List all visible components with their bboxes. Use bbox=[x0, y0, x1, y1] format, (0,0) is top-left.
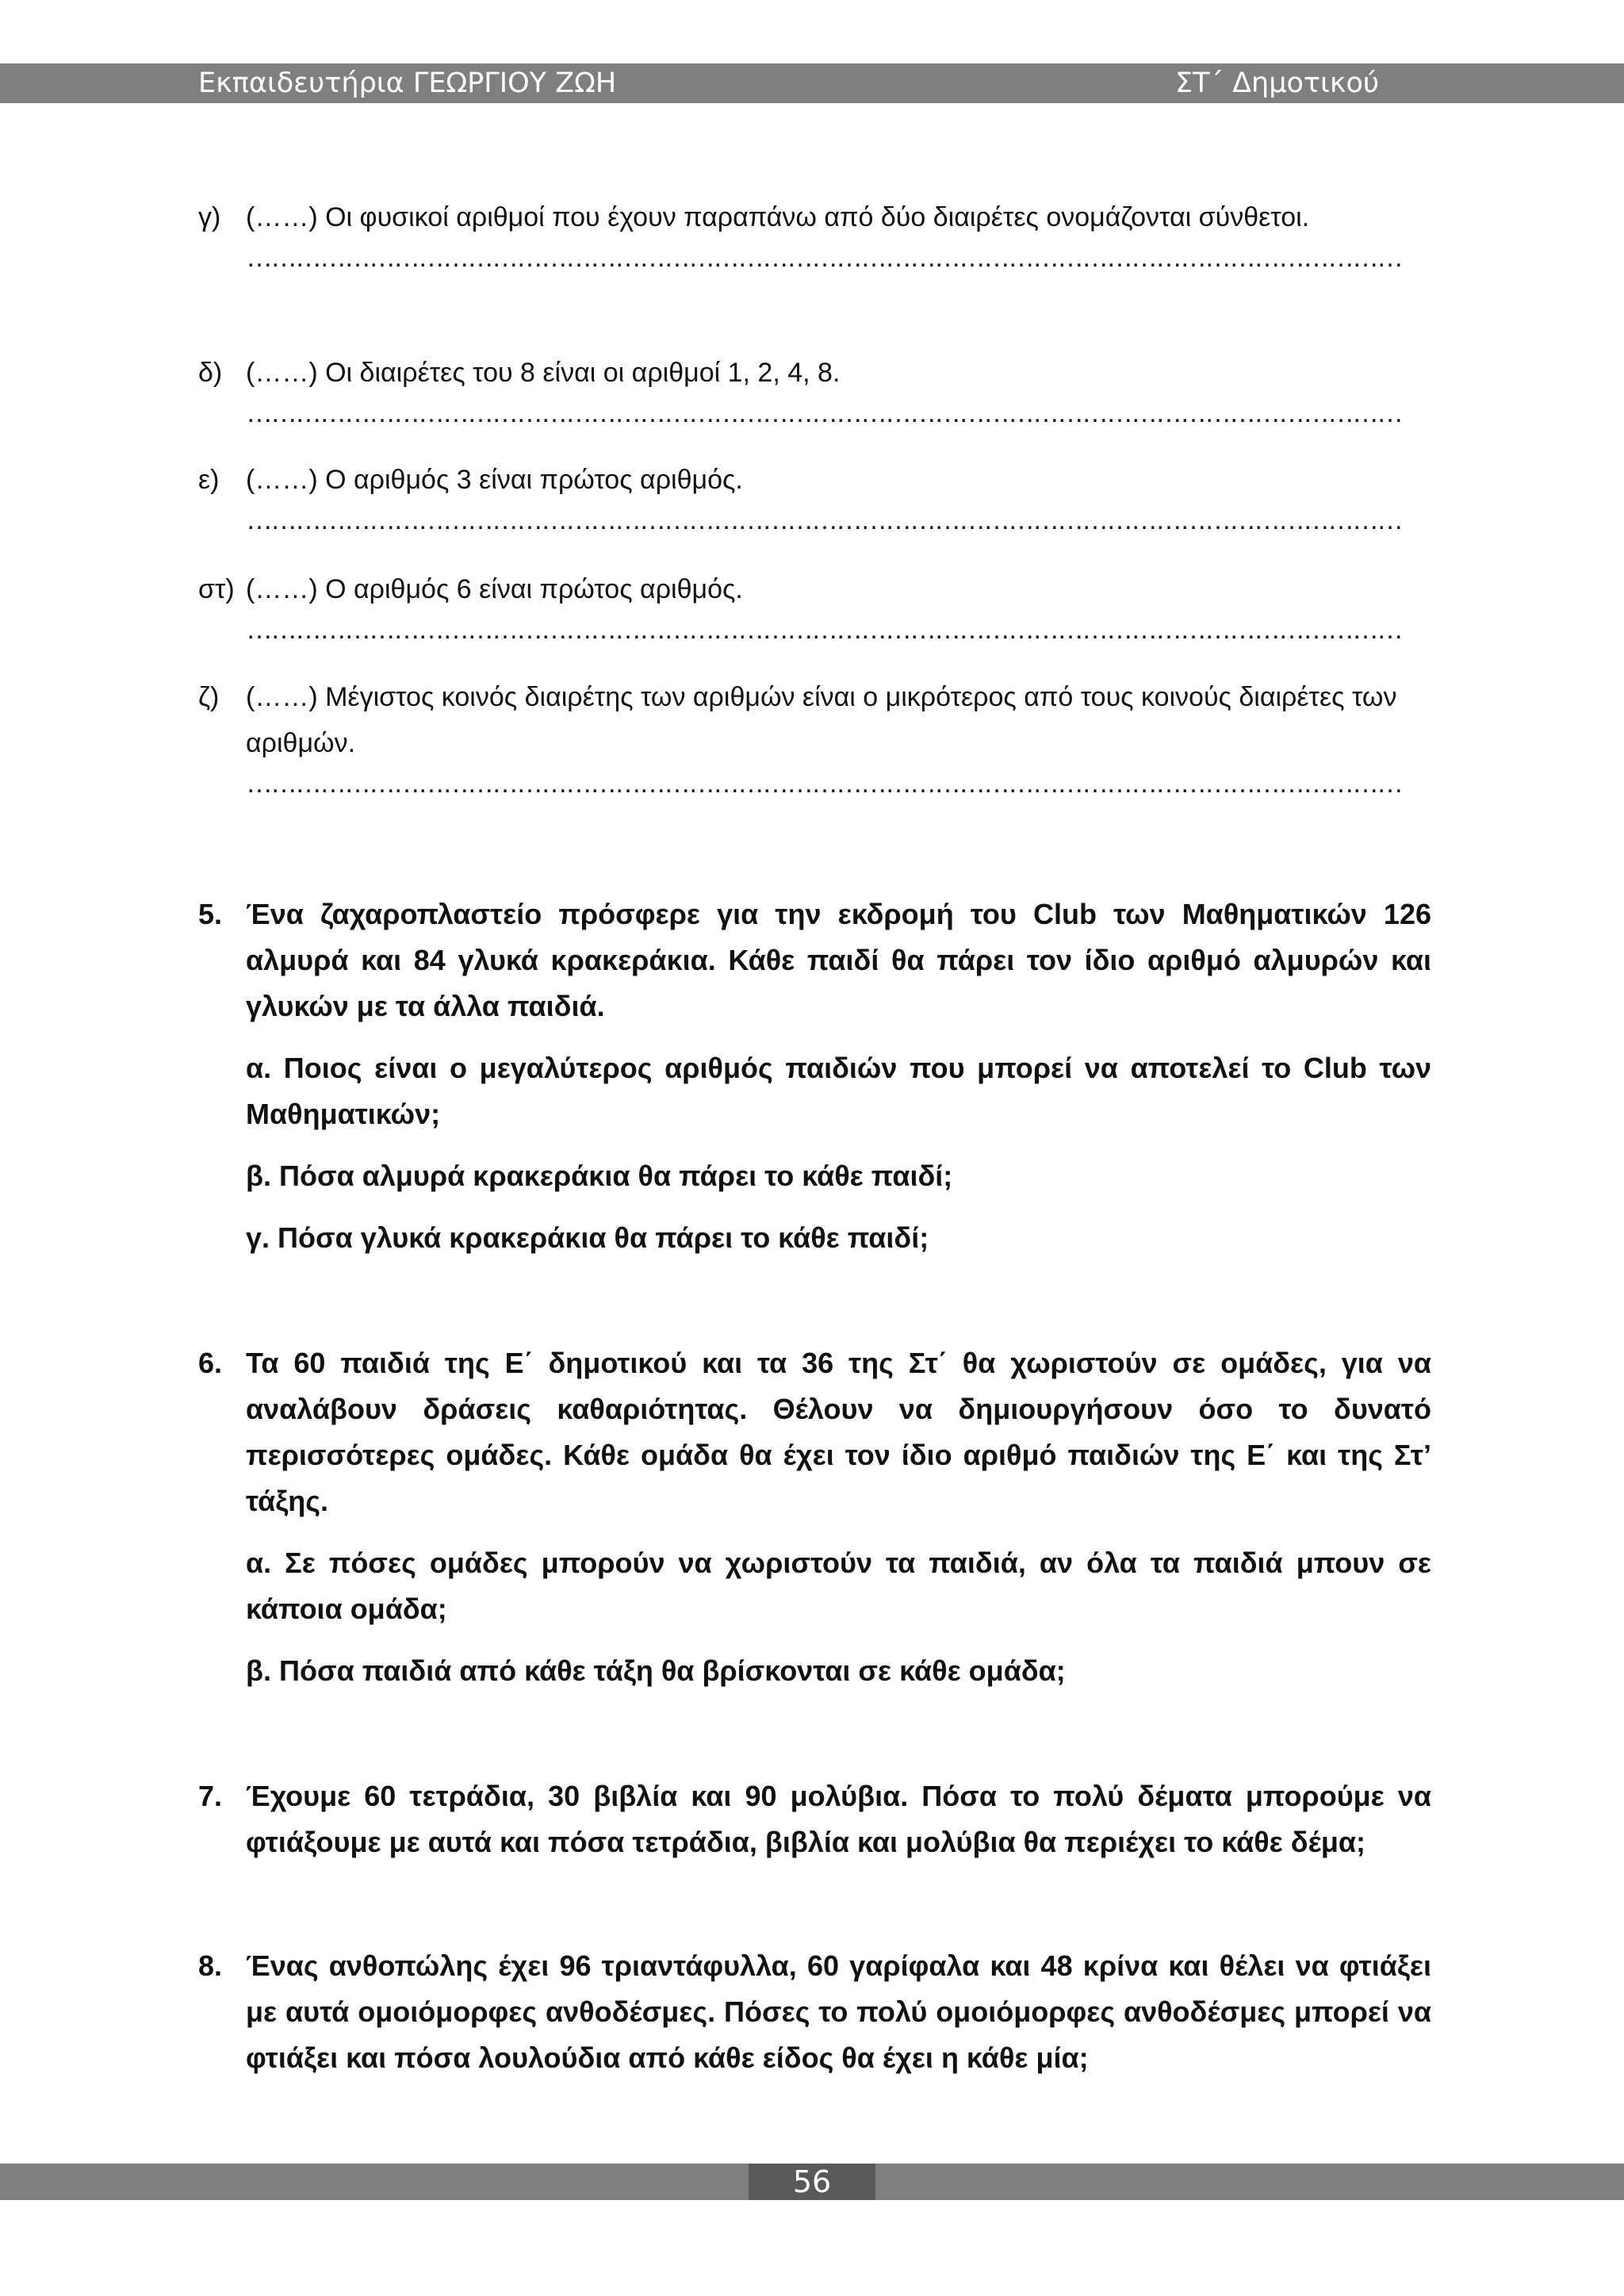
item-statement: (……) Οι φυσικοί αριθμοί που έχουν παραπάνω από δύο διαιρέτες ονομάζονται σύνθετοι. bbox=[246, 202, 1310, 232]
problem-number: 7. bbox=[198, 1780, 223, 1812]
page-header bbox=[0, 63, 1624, 103]
page-number: 56 bbox=[749, 2164, 875, 2200]
problem-text: Έχουμε 60 τετράδια, 30 βιβλία και 90 μολύβια. Πόσα το πολύ δέματα μπορούμε να φτιάξουμε με αυτά και πόσα τετράδια, βιβλία και μολύβια θα περιέχει το κάθε δέμα; bbox=[246, 1780, 1431, 1858]
true-false-item bbox=[198, 457, 1431, 538]
sub-question: α. Ποιος είναι ο μεγαλύτερος αριθμός παιδιών που μπορεί να αποτελεί το Club των Μαθηματικών; bbox=[246, 1052, 1431, 1130]
problem-text: Ένα ζαχαροπλαστείο πρόσφερε για την εκδρομή του Club των Μαθηματικών 126 αλμυρά και 84 γλυκά κρακεράκια. Κάθε παιδί θα πάρει τον ίδιο αριθμό αλμυρών και γλυκών με τα άλλα παιδιά. bbox=[246, 898, 1431, 1022]
true-false-item bbox=[198, 194, 1431, 275]
problem-6 bbox=[198, 1340, 1431, 1694]
true-false-item bbox=[198, 566, 1431, 647]
answer-line: …………………………………………………………………………………………………………………………… bbox=[246, 398, 1401, 428]
problem-text: Τα 60 παιδιά της Ε΄ δημοτικού και τα 36 της Στ΄ θα χωριστούν σε ομάδες, για να αναλάβουν δράσεις καθαριότητας. Θέλουν να δημιουργήσουν όσο το δυνατό περισσότερες ομάδες. Κάθε ομάδα θα έχει τον ίδιο αριθμό παιδιών της Ε΄ και της Στ’ τάξης. bbox=[246, 1347, 1431, 1517]
item-statement: (……) Οι διαιρέτες του 8 είναι οι αριθμοί 1, 2, 4, 8. bbox=[246, 358, 841, 388]
answer-line: …………………………………………………………………………………………………………………………… bbox=[246, 243, 1401, 273]
true-false-item bbox=[198, 674, 1431, 801]
item-statement: (……) Μέγιστος κοινός διαιρέτης των αριθμών είναι ο μικρότερος από τους κοινούς διαιρέτες των αριθμών. bbox=[246, 682, 1397, 758]
problem-number: 6. bbox=[198, 1347, 223, 1379]
item-letter: ε) bbox=[198, 465, 220, 495]
item-statement: (……) Ο αριθμός 6 είναι πρώτος αριθμός. bbox=[246, 574, 743, 604]
answer-line: …………………………………………………………………………………………………………………………… bbox=[246, 505, 1401, 535]
problem-number: 5. bbox=[198, 898, 223, 930]
item-statement: (……) Ο αριθμός 3 είναι πρώτος αριθμός. bbox=[246, 465, 743, 495]
true-false-item bbox=[198, 350, 1431, 431]
header-school-name: Εκπαιδευτήρια ΓΕΩΡΓΙΟΥ ΖΩΗ bbox=[198, 67, 617, 99]
page-footer bbox=[0, 2164, 1624, 2200]
item-letter: δ) bbox=[198, 358, 223, 388]
answer-line: …………………………………………………………………………………………………………………………… bbox=[246, 769, 1401, 799]
problem-5 bbox=[198, 891, 1431, 1261]
problem-number: 8. bbox=[198, 1949, 223, 1982]
item-letter: γ) bbox=[198, 202, 221, 232]
problem-7 bbox=[198, 1773, 1431, 1865]
header-grade: ΣΤ΄ Δημοτικού bbox=[1175, 67, 1380, 99]
sub-question: β. Πόσα αλμυρά κρακεράκια θα πάρει το κάθε παιδί; bbox=[246, 1159, 953, 1192]
answer-line: …………………………………………………………………………………………………………………………… bbox=[246, 615, 1401, 645]
problem-text: Ένας ανθοπώλης έχει 96 τριαντάφυλλα, 60 γαρίφαλα και 48 κρίνα και θέλει να φτιάξει με αυτά ομοιόμορφες ανθοδέσμες. Πόσες το πολύ ομοιόμορφες ανθοδέσμες μπορεί να φτιάξει και πόσα λουλούδια από κάθε είδος θα έχει η κάθε μία; bbox=[246, 1949, 1431, 2074]
item-letter: στ) bbox=[198, 574, 235, 604]
item-letter: ζ) bbox=[198, 682, 220, 712]
problem-8 bbox=[198, 1943, 1431, 2081]
sub-question: γ. Πόσα γλυκά κρακεράκια θα πάρει το κάθε παιδί; bbox=[246, 1221, 929, 1254]
sub-question: α. Σε πόσες ομάδες μπορούν να χωριστούν τα παιδιά, αν όλα τα παιδιά μπουν σε κάποια ομάδα; bbox=[246, 1547, 1431, 1625]
sub-question: β. Πόσα παιδιά από κάθε τάξη θα βρίσκονται σε κάθε ομάδα; bbox=[246, 1654, 1066, 1687]
